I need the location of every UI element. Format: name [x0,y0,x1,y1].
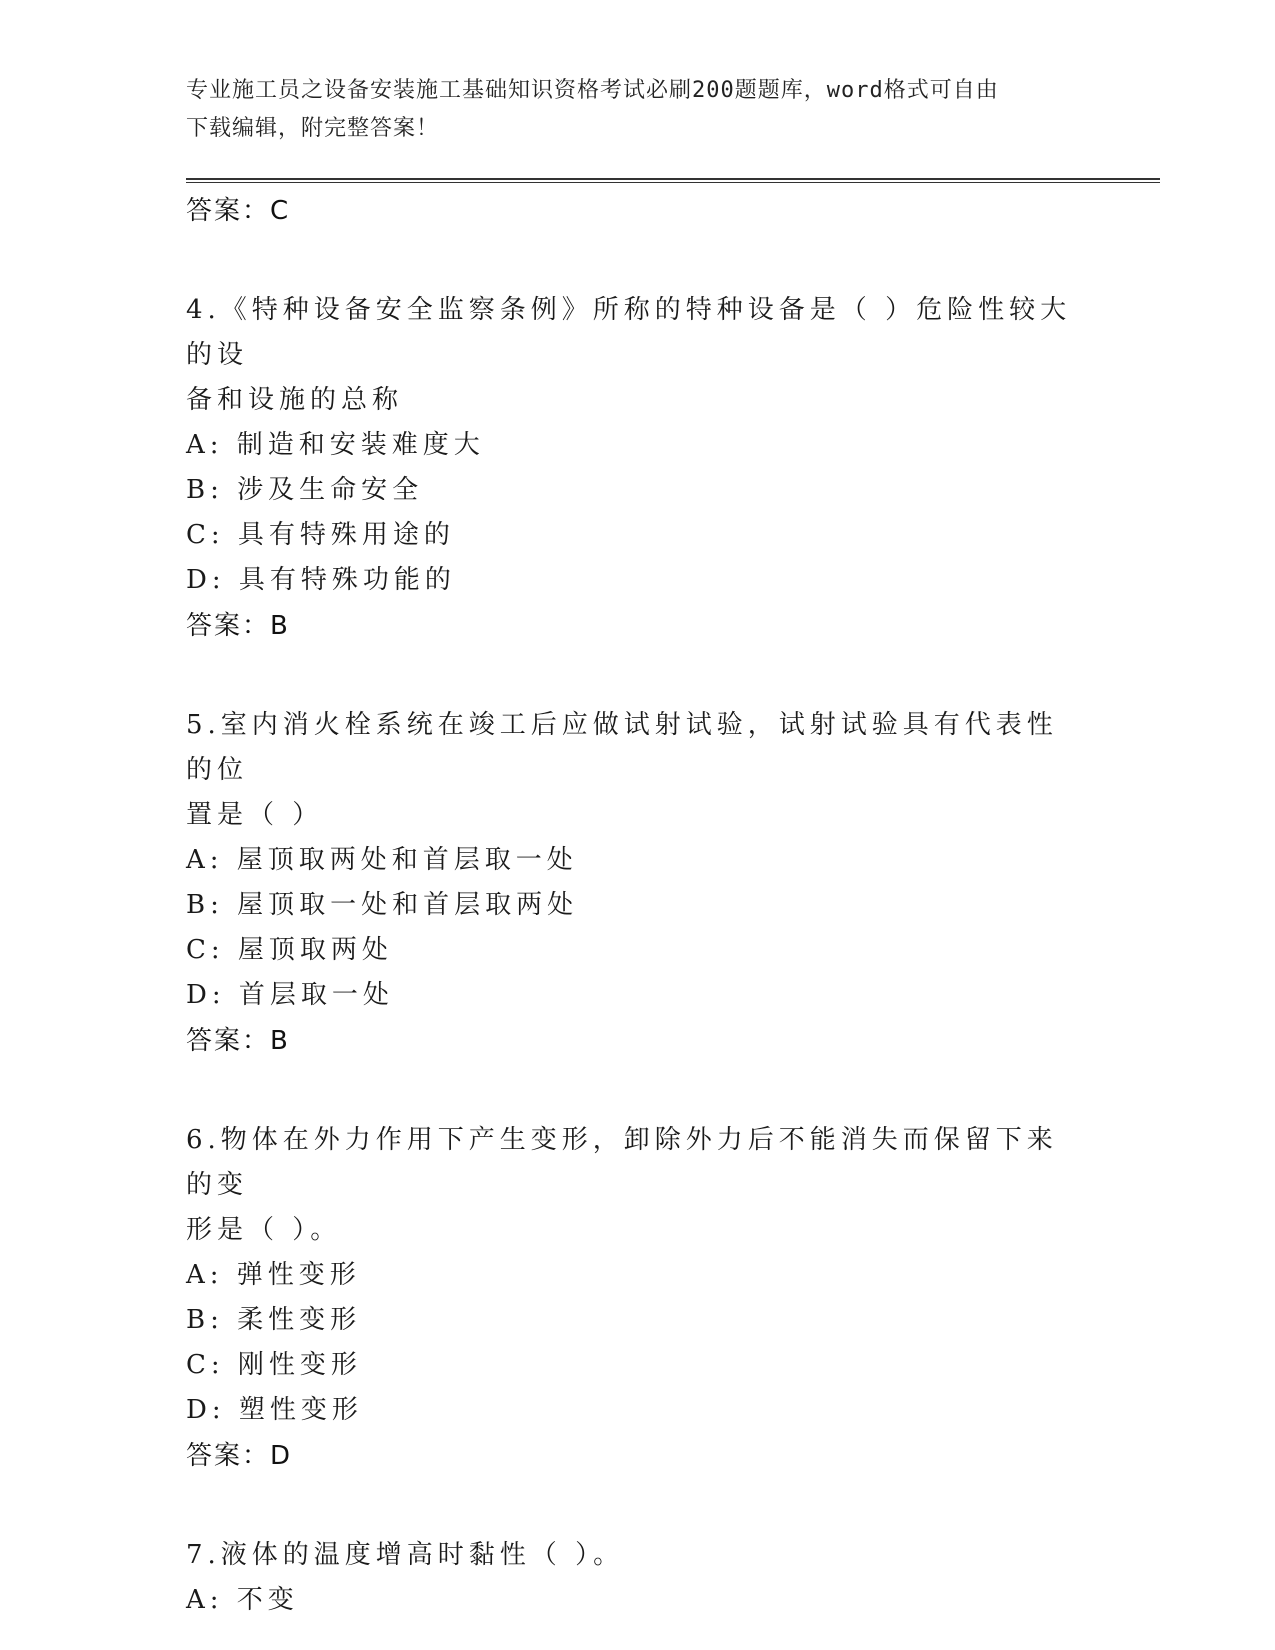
answer: 答案：B [186,611,290,641]
option-b: B: 涉及生命安全 [186,475,424,505]
previous-answer: 答案：C [186,196,291,226]
stem-line: 5.室内消火栓系统在竣工后应做试射试验，试射试验具有代表性的位 [186,710,1058,785]
option-d: D: 具有特殊功能的 [186,565,456,595]
stem-line: 备和设施的总称 [186,385,404,415]
option-a: A: 制造和安装难度大 [186,430,485,460]
option-b: B: 柔性变形 [186,1305,362,1335]
header-divider [186,178,1160,183]
stem-line: 置是（ ） [186,800,324,830]
header-line-1: 专业施工员之设备安装施工基础知识资格考试必刷200题题库，word格式可自由 [186,78,999,103]
question-4 [186,288,1086,649]
document-header [186,72,1086,148]
stem-line: 7.液体的温度增高时黏性（ ）。 [186,1540,625,1570]
option-a: A: 屋顶取两处和首层取一处 [186,845,578,875]
answer: 答案：B [186,1026,290,1056]
option-c: C: 屋顶取两处 [186,935,393,965]
answer: 答案：D [186,1441,293,1471]
stem-line: 6.物体在外力作用下产生变形，卸除外力后不能消失而保留下来的变 [186,1125,1058,1200]
option-d: D: 塑性变形 [186,1395,363,1425]
question-stem [186,1533,1086,1578]
option-d: D: 首层取一处 [186,980,394,1010]
question-list [186,188,1086,1623]
header-line-2: 下载编辑，附完整答案！ [186,116,440,141]
option-a: A: 弹性变形 [186,1260,361,1290]
question-5 [186,703,1086,1064]
option-c: C: 具有特殊用途的 [186,520,455,550]
question-stem [186,703,1086,838]
question-6 [186,1118,1086,1479]
option-b: B: 屋顶取一处和首层取两处 [186,890,579,920]
question-stem [186,1118,1086,1253]
option-a: A: 不变 [186,1585,299,1615]
option-c: C: 刚性变形 [186,1350,362,1380]
question-7 [186,1533,1086,1623]
stem-line: 形是（ ）。 [186,1215,342,1245]
question-stem [186,288,1086,423]
stem-line: 4.《特种设备安全监察条例》所称的特种设备是（ ）危险性较大的设 [186,295,1072,370]
